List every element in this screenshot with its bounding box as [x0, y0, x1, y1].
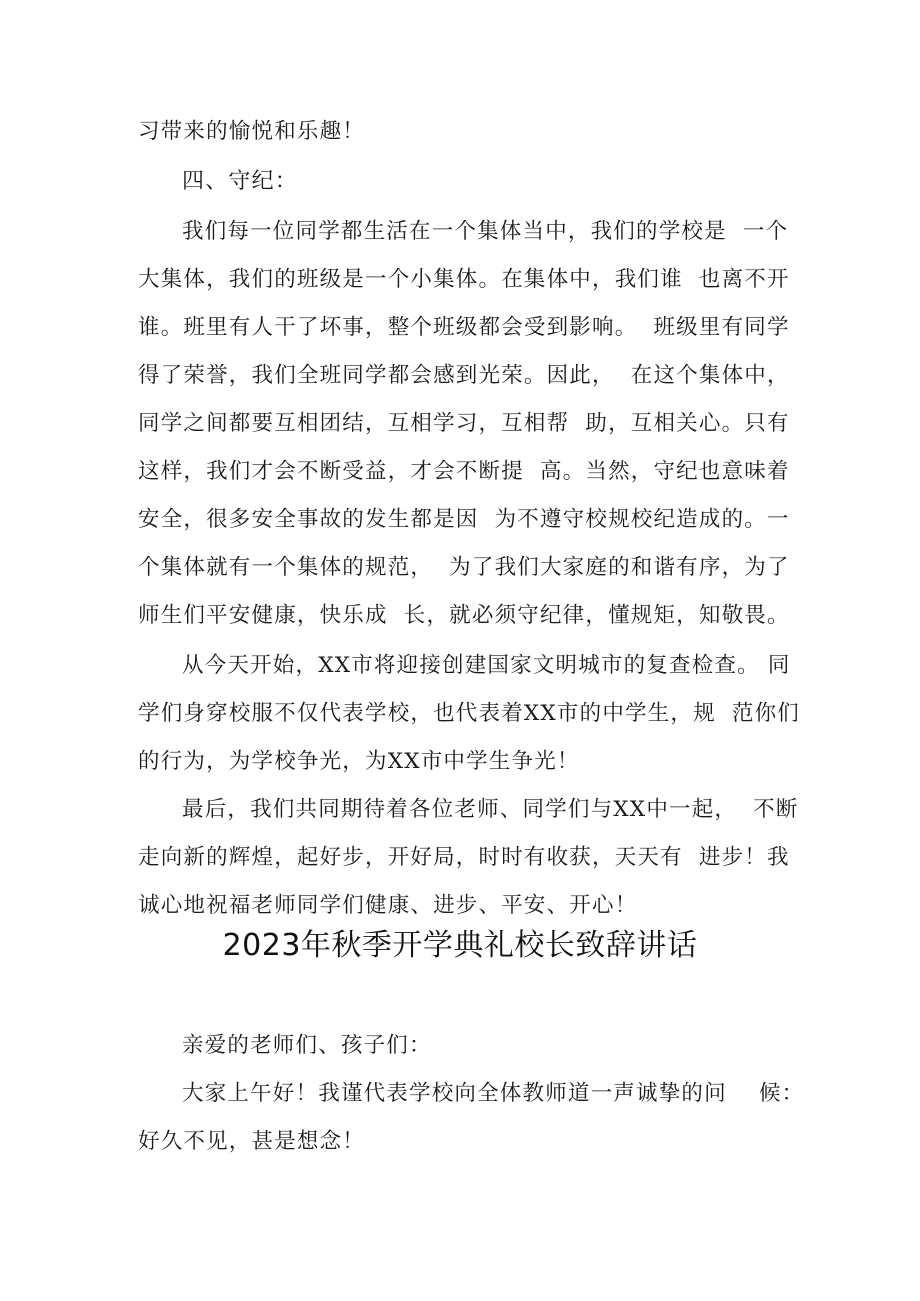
paragraph-line: 走向新的辉煌，起好步，开好局，时时有收获，天天有 进步！我	[138, 845, 790, 870]
paragraph-line: 从今天开始，XX市将迎接创建国家文明城市的复查检查。 同	[182, 653, 791, 678]
paragraph-line: 大家上午好！我谨代表学校向全体教师道一声诚挚的问 候：	[182, 1081, 805, 1106]
paragraph-line: 谁。班里有人干了坏事，整个班级都会受到影响。 班级里有同学	[138, 315, 790, 340]
paragraph-line: 我们每一位同学都生活在一个集体当中，我们的学校是 一个	[182, 219, 789, 244]
paragraph-line: 大集体，我们的班级是一个小集体。在集体中，我们谁 也离不开	[138, 267, 790, 292]
paragraph-line: 诚心地祝福老师同学们健康、进步、平安、开心！	[138, 893, 638, 918]
document-title: 2023年秋季开学典礼校长致辞讲话	[222, 928, 698, 963]
paragraph-line: 同学之间都要互相团结，互相学习，互相帮 助，互相关心。只有	[138, 411, 790, 436]
paragraph-line: 这样，我们才会不断受益，才会不断提 高。当然，守纪也意味着	[138, 459, 790, 484]
continuation-line: 习带来的愉悦和乐趣！	[138, 119, 366, 144]
salutation: 亲爱的老师们、孩子们：	[182, 1033, 432, 1058]
paragraph-line: 好久不见，甚是想念！	[138, 1129, 366, 1154]
paragraph-line: 师生们平安健康，快乐成 长，就必须守纪律，懂规矩，知敬畏。	[138, 603, 790, 628]
paragraph-line: 的行为，为学校争光，为XX市中学生争光！	[138, 749, 580, 774]
paragraph-line: 个集体就有一个集体的规范， 为了我们大家庭的和谐有序，为了	[138, 555, 790, 580]
paragraph-line: 学们身穿校服不仅代表学校，也代表着XX市的中学生，规 范你们	[138, 701, 800, 726]
paragraph-line: 得了荣誉，我们全班同学都会感到光荣。因此， 在这个集体中，	[138, 363, 790, 388]
section-heading: 四、守纪：	[182, 169, 299, 194]
paragraph-line: 最后，我们共同期待着各位老师、同学们与XX中一起， 不断	[182, 797, 799, 822]
paragraph-line: 安全，很多安全事故的发生都是因 为不遵守校规校纪造成的。一	[138, 507, 790, 532]
